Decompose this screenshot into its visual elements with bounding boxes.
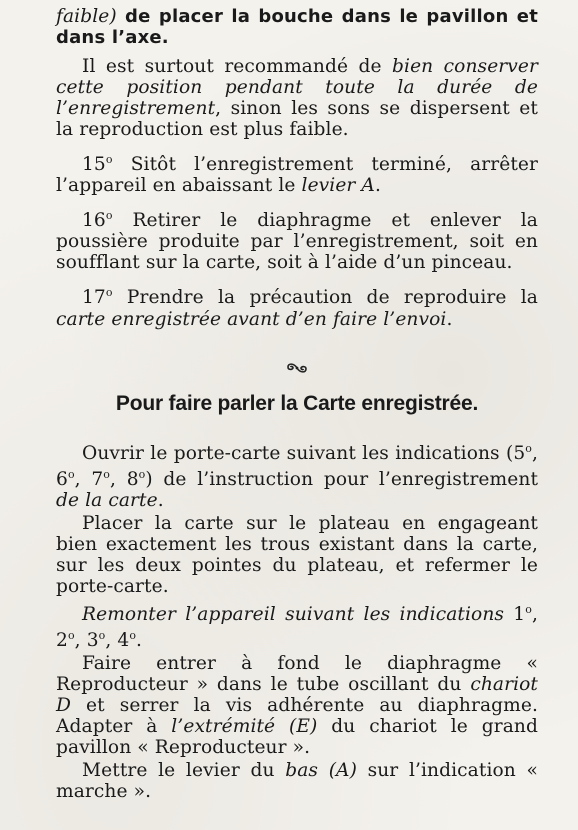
text-fragment: et serrer la vis adhérente au diaphragme. Adapter à xyxy=(56,695,538,738)
text-fragment: , 2 xyxy=(56,604,538,652)
text-fragment: . xyxy=(374,175,381,197)
section-heading: Pour faire parler la Carte enregistrée. xyxy=(115,391,479,415)
text-fragment: Prendre la précaution de reproduire la xyxy=(112,287,538,309)
ordinal-mark: o xyxy=(67,629,75,643)
text-fragment: Sitôt l’enregistrement terminé, arrêter l’appareil en abaissant le xyxy=(56,154,538,197)
italic-fragment: carte enregistrée avant d’en faire l’envoi xyxy=(56,308,447,330)
paragraph-step-16 xyxy=(56,205,538,273)
text-fragment: sur l’indication « marche ». xyxy=(56,760,538,803)
text-fragment: , 8 xyxy=(110,468,139,490)
fleuron-icon xyxy=(284,361,310,375)
text-fragment: Il est surtout recommandé de xyxy=(82,56,393,77)
paragraph-continuation xyxy=(56,6,538,48)
italic-fragment: levier A xyxy=(301,175,375,197)
ordinal-mark: o xyxy=(525,602,532,616)
text-fragment: . xyxy=(446,308,453,330)
step-number: 16 xyxy=(82,210,106,232)
italic-fragment: de la carte xyxy=(56,489,158,511)
text-fragment: ) de l’instruction pour l’enregistrement xyxy=(145,468,539,490)
section-instructions xyxy=(56,438,538,803)
text-fragment: 1 xyxy=(504,604,526,626)
italic-fragment: l’extrémité (E) xyxy=(171,716,318,738)
paragraph-step-17 xyxy=(56,282,538,329)
italic-fragment: Remonter l’appareil suivant les indications xyxy=(82,604,505,626)
text-fragment: . xyxy=(136,630,143,652)
paragraph-open-holder xyxy=(56,438,538,511)
step-number: 15 xyxy=(82,154,106,176)
ordinal-mark: o xyxy=(105,153,113,166)
italic-fragment: bas (A) xyxy=(285,760,357,782)
ordinal-mark: o xyxy=(138,467,146,481)
ordinal-mark: o xyxy=(103,467,111,481)
text-fragment: , 7 xyxy=(74,468,104,490)
ordinal-mark: o xyxy=(129,629,137,643)
paragraph-recommendation xyxy=(56,56,538,140)
text-fragment: Mettre le levier du xyxy=(82,760,286,782)
paragraph-diaphragm xyxy=(56,653,538,758)
text-fragment: du chariot le grand pavillon « Reproducteur ». xyxy=(56,716,538,759)
text-fragment: Ouvrir le porte-carte suivant les indications (5 xyxy=(82,442,526,464)
ornament-icon xyxy=(56,360,538,380)
ordinal-mark: o xyxy=(67,467,75,481)
ordinal-mark: o xyxy=(525,441,532,455)
text-fragment: Faire entrer à fond le diaphragme « Reproducteur » dans le tube oscillant du xyxy=(56,653,538,696)
paragraph-wind-up xyxy=(56,599,538,651)
text-fragment: , 3 xyxy=(74,630,99,652)
paragraph-place-card: Placer la carte sur le plateau en engageant bien exactement les trous existant dans la carte, sur les deux pointes du plateau, et refermer le porte-carte. xyxy=(56,512,538,597)
text-fragment: . xyxy=(157,489,164,511)
italic-fragment: faible) xyxy=(56,6,117,27)
bold-fragment: de placer la bouche dans le pavillon et dans l’axe. xyxy=(56,6,538,48)
text-fragment: Retirer le diaphragme et enlever la poussière produite par l’enregistrement, soit en soufflant sur la carte, soit à l’aide d’un pinceau. xyxy=(56,210,538,274)
ordinal-mark: o xyxy=(105,286,113,300)
italic-fragment: bien conserver cette position pendant toute la durée de l’enregistrement xyxy=(56,56,538,119)
ordinal-mark: o xyxy=(105,209,113,223)
text-fragment: , sinon les sons se dispersent et la reproduction est plus faible. xyxy=(56,98,538,140)
text-fragment: , 6 xyxy=(56,442,538,490)
italic-fragment: chariot D xyxy=(56,674,538,717)
paragraph-lever xyxy=(56,760,538,802)
paragraph-step-15 xyxy=(56,149,538,196)
ordinal-mark: o xyxy=(98,629,106,643)
text-column xyxy=(56,6,538,802)
step-number: 17 xyxy=(82,287,106,309)
text-fragment: , 4 xyxy=(105,630,130,652)
